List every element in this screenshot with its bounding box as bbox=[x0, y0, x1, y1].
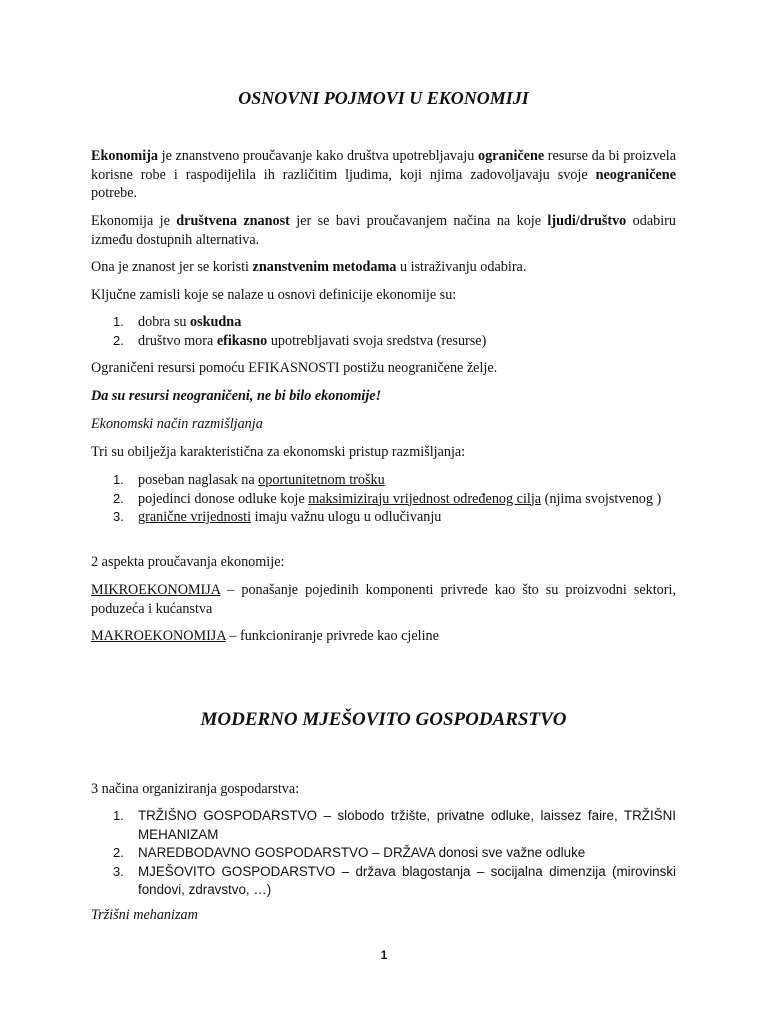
list-item: 2. društvo mora efikasno upotrebljavati svoja sredstva (resurse) bbox=[113, 332, 487, 349]
list-key-ideas bbox=[91, 313, 676, 350]
list-item: 1. TRŽIŠNO GOSPODARSTVO – slobodo tržište, privatne odluke, laissez faire, TRŽIŠNI MEHANIZAM bbox=[113, 808, 676, 842]
paragraph-three-ways: 3 načina organiziranja gospodarstva: bbox=[91, 781, 300, 797]
paragraph-key-ideas: Ključne zamisli koje se nalaze u osnovi definicije ekonomije su: bbox=[91, 287, 457, 303]
page-number: 1 bbox=[380, 948, 388, 962]
paragraph-makroekonomija: MAKROEKONOMIJA – funkcioniranje privrede kao cjeline bbox=[91, 628, 439, 644]
list-item: 3. granične vrijednosti imaju važnu ulogu u odlučivanju bbox=[113, 509, 442, 525]
term-ekonomija: Ekonomija bbox=[91, 148, 159, 164]
heading-moderno-gospodarstvo: MODERNO MJEŠOVITO GOSPODARSTVO bbox=[200, 709, 567, 730]
paragraph-two-aspects: 2 aspekta proučavanja ekonomije: bbox=[91, 554, 285, 570]
subheading-trzisni-mehanizam: Tržišni mehanizam bbox=[91, 907, 198, 923]
paragraph-emphasis: Da su resursi neograničeni, ne bi bilo ekonomije! bbox=[91, 388, 382, 404]
paragraph-three-traits: Tri su obilježja karakteristična za ekonomski pristup razmišljanja: bbox=[91, 444, 466, 460]
subheading-ekonomski-nacin: Ekonomski način razmišljanja bbox=[91, 416, 263, 432]
paragraph-efficiency: Ograničeni resursi pomoću EFIKASNOSTI postižu neograničene želje. bbox=[91, 360, 498, 376]
list-item: 1. dobra su oskudna bbox=[113, 314, 242, 330]
paragraph-social-science: Ekonomija je društvena znanost jer se bavi proučavanjem načina na koje ljudi/društvo odabiru između dostupnih alternativa. bbox=[91, 213, 676, 248]
list-economy-types bbox=[91, 807, 676, 900]
heading-osnovni-pojmovi: OSNOVNI POJMOVI U EKONOMIJI bbox=[238, 88, 529, 108]
list-three-traits bbox=[91, 471, 676, 527]
list-item: 2. NAREDBODAVNO GOSPODARSTVO – DRŽAVA donosi sve važne odluke bbox=[113, 845, 586, 860]
paragraph-mikroekonomija: MIKROEKONOMIJA – ponašanje pojedinih komponenti privrede kao što su proizvodni sektori, poduzeća i kućanstva bbox=[91, 582, 676, 617]
list-item: 3. MJEŠOVITO GOSPODARSTVO – država blagostanja – socijalna dimenzija (mirovinski fondovi, zdravstvo, …) bbox=[113, 863, 676, 897]
paragraph-definition: Ekonomija je znanstveno proučavanje kako društva upotrebljavaju ograničene resurse da bi proizvela korisne robe i raspodijelila ih različitim ljudima, koji njima zadovoljavaju svoje neograničene potrebe. bbox=[91, 148, 676, 201]
list-item: 1. poseban naglasak na oportunitetnom trošku bbox=[113, 472, 385, 488]
list-item: 2. pojedinci donose odluke koje maksimiziraju vrijednost određenog cilja (njima svojstvenog ) bbox=[113, 490, 662, 507]
paragraph-science-methods: Ona je znanost jer se koristi znanstvenim metodama u istraživanju odabira. bbox=[91, 259, 527, 275]
